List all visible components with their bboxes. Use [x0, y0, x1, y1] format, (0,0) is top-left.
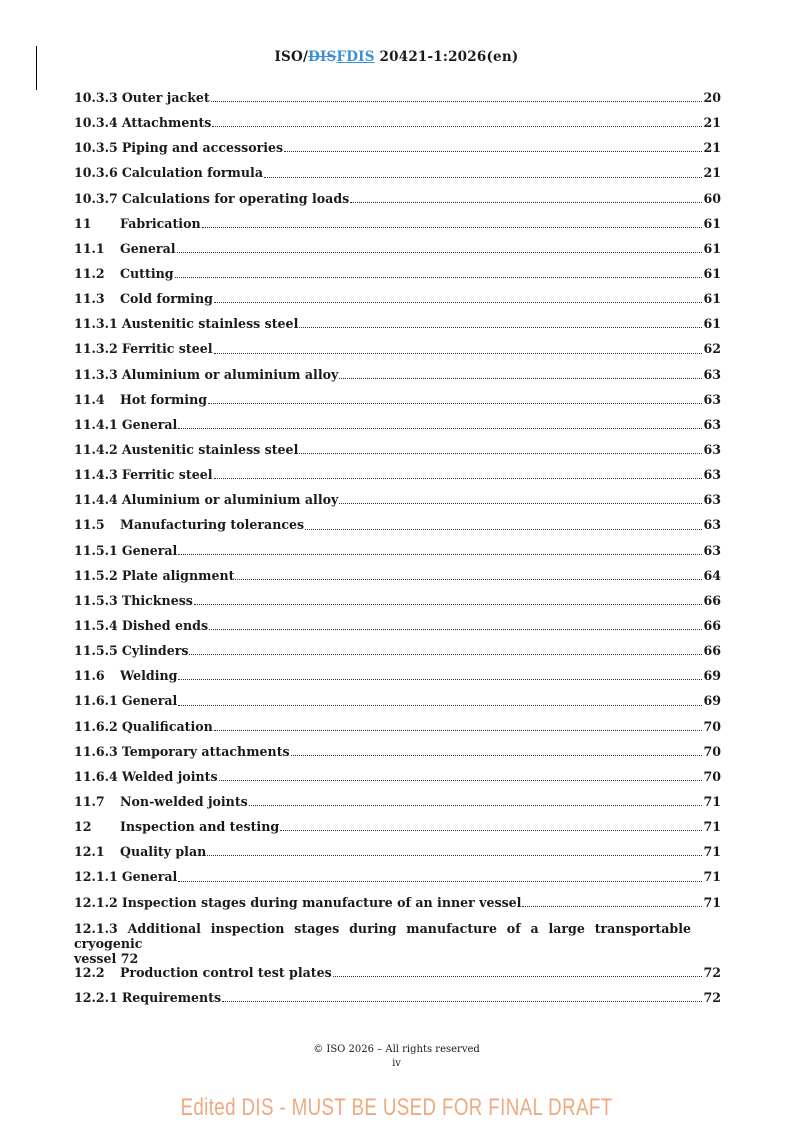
toc-entry-number: 11 [74, 215, 92, 231]
toc-dot-leader [284, 150, 702, 152]
toc-entry-title: Piping and accessories [121, 140, 284, 156]
toc-entry-number: 11.2 [74, 265, 105, 281]
toc-dot-leader [175, 276, 703, 278]
header-suffix: 20421-1:2026(en) [374, 49, 519, 65]
toc-entry-number: 10.3.5 [74, 140, 118, 156]
toc-entry-title: Ferritic steel [121, 467, 213, 483]
toc-entry-title: Thickness [121, 592, 193, 608]
toc-entry-number: 11.3.2 [74, 341, 118, 357]
toc-entry-page: 71 [703, 819, 721, 835]
toc-entry-title: Requirements [121, 989, 222, 1005]
toc-dot-leader [207, 854, 702, 856]
toc-entry-title: Aluminium or aluminium alloy [121, 492, 339, 508]
toc-entry-title: Hot forming [120, 391, 208, 407]
toc-entry-page: 63 [703, 366, 721, 382]
toc-dot-leader [264, 176, 702, 178]
toc-entry-number: 11.3 [74, 291, 105, 307]
toc-entry-title: Inspection and testing [120, 819, 280, 835]
toc-entry-page: 72 [703, 989, 721, 1005]
toc-dot-leader [219, 779, 703, 781]
toc-entry[interactable] [74, 988, 721, 1013]
toc-dot-leader [235, 578, 702, 580]
toc-entry-page: 21 [703, 140, 721, 156]
header-deleted-text: DIS [308, 49, 337, 65]
toc-dot-leader [214, 729, 703, 731]
toc-entry[interactable] [74, 415, 721, 440]
toc-entry-page: 66 [703, 643, 721, 659]
toc-entry-number: 12.1.1 [74, 869, 118, 885]
toc-dot-leader [214, 301, 703, 303]
toc-entry-title: Outer jacket [121, 90, 210, 105]
toc-entry[interactable] [74, 591, 721, 616]
toc-entry-title: General [121, 542, 178, 558]
toc-entry-page: 61 [703, 265, 721, 281]
document-header [0, 49, 793, 65]
toc-entry[interactable] [74, 963, 721, 988]
toc-dot-leader [178, 427, 702, 429]
toc-dot-leader [189, 653, 702, 655]
toc-dot-leader [305, 528, 702, 530]
toc-entry[interactable] [74, 893, 721, 918]
toc-entry-title: Ferritic steel [121, 341, 213, 357]
toc-entry-number: 11.5.4 [74, 617, 118, 633]
toc-entry-title: General [121, 416, 178, 432]
toc-entry-title: Temporary attachments [121, 743, 290, 759]
toc-dot-leader [212, 125, 702, 127]
toc-entry[interactable] [74, 717, 721, 742]
toc-entry-number: 11.4.4 [74, 492, 118, 508]
toc-entry-page: 70 [703, 743, 721, 759]
toc-entry-page: 60 [703, 190, 721, 206]
toc-entry-page: 63 [703, 542, 721, 558]
toc-entry[interactable] [74, 842, 721, 867]
toc-dot-leader [333, 975, 703, 977]
toc-entry[interactable] [74, 490, 721, 515]
toc-entry-number: 11.4 [74, 391, 105, 407]
toc-dot-leader [522, 905, 702, 907]
toc-entry-page: 20 [703, 90, 721, 105]
toc-entry-number: 11.6.3 [74, 743, 118, 759]
toc-entry-number: 11.5.5 [74, 643, 118, 659]
toc-entry-page: 71 [703, 894, 721, 910]
copyright-notice: © ISO 2026 – All rights reserved [313, 1044, 480, 1055]
toc-entry-title: Cold forming [120, 291, 213, 307]
toc-entry-number: 10.3.4 [74, 115, 118, 131]
table-of-contents [74, 88, 721, 1013]
toc-entry-title: Austenitic stainless steel [121, 316, 299, 332]
toc-dot-leader [211, 100, 703, 102]
toc-entry[interactable] [74, 314, 721, 339]
toc-entry-title: Cylinders [121, 643, 189, 659]
toc-entry-number: 12.1.2 [74, 894, 118, 910]
toc-dot-leader [214, 477, 703, 479]
toc-entry-page: 66 [703, 592, 721, 608]
toc-entry-page: 66 [703, 617, 721, 633]
toc-entry[interactable] [74, 566, 721, 591]
toc-entry-page: 70 [703, 768, 721, 784]
toc-entry-number: 10.3.6 [74, 165, 118, 181]
toc-entry-page: 63 [703, 441, 721, 457]
toc-entry[interactable] [74, 113, 721, 138]
toc-entry-title: Aluminium or aluminium alloy [121, 366, 339, 382]
toc-dot-leader [299, 452, 702, 454]
toc-entry-number: 11.5.2 [74, 567, 118, 583]
toc-entry-page: 71 [703, 844, 721, 860]
toc-entry-title: Calculation formula [121, 165, 263, 181]
toc-entry[interactable] [74, 440, 721, 465]
toc-entry-title: Dished ends [121, 617, 209, 633]
header-prefix: ISO/ [274, 49, 309, 65]
toc-entry-title: General [121, 693, 178, 709]
toc-entry-title: Quality plan [120, 844, 207, 860]
toc-entry-page: 63 [703, 416, 721, 432]
toc-entry[interactable] [74, 616, 721, 641]
toc-entry-title: Fabrication [120, 215, 201, 231]
toc-dot-leader [350, 201, 702, 203]
page-footer [0, 1043, 793, 1071]
toc-entry-page: 21 [703, 115, 721, 131]
toc-entry[interactable] [74, 666, 721, 691]
toc-entry-number: 11.4.1 [74, 416, 118, 432]
toc-entry[interactable] [74, 691, 721, 716]
toc-entry[interactable] [74, 918, 721, 966]
toc-entry-title: Plate alignment [121, 567, 235, 583]
toc-entry-title: General [121, 869, 178, 885]
toc-entry[interactable] [74, 239, 721, 264]
toc-entry-page: 70 [703, 718, 721, 734]
toc-entry[interactable] [74, 867, 721, 892]
toc-entry-title: General [120, 240, 176, 256]
toc-entry-number: 11.7 [74, 793, 105, 809]
toc-entry[interactable] [74, 541, 721, 566]
toc-entry-page: 61 [703, 316, 721, 332]
toc-entry-number: 11.1 [74, 240, 105, 256]
toc-entry-title: Non-welded joints [120, 793, 248, 809]
toc-entry-page: 61 [703, 240, 721, 256]
toc-entry-title: Welded joints [121, 768, 218, 784]
toc-entry-page: 21 [703, 165, 721, 181]
toc-entry-title: Manufacturing tolerances [120, 517, 305, 533]
toc-dot-leader [178, 880, 702, 882]
toc-entry[interactable] [74, 138, 721, 163]
toc-entry[interactable] [74, 88, 721, 113]
toc-entry-page: 71 [703, 869, 721, 885]
toc-entry-number: 10.3.7 [74, 190, 118, 206]
toc-entry-number: 11.6 [74, 668, 105, 684]
toc-entry-title: Calculations for operating loads [121, 190, 350, 206]
draft-banner: Edited DIS - MUST BE USED FOR FINAL DRAFT [180, 1094, 613, 1121]
toc-entry-number: 12.2.1 [74, 989, 118, 1005]
toc-entry[interactable] [74, 792, 721, 817]
toc-entry-title: Austenitic stainless steel [121, 441, 299, 457]
toc-entry-number: 11.3.3 [74, 366, 118, 382]
toc-dot-leader [194, 603, 703, 605]
toc-entry[interactable] [74, 767, 721, 792]
toc-entry-page: 62 [703, 341, 721, 357]
toc-entry[interactable] [74, 742, 721, 767]
toc-entry-number: 11.4.2 [74, 441, 118, 457]
toc-entry[interactable] [74, 465, 721, 490]
toc-entry[interactable] [74, 365, 721, 390]
toc-entry-line1: 12.1.3 Additional inspection stages during manufacture of a large transportable cryogenic [74, 920, 691, 951]
toc-entry-page: 63 [703, 467, 721, 483]
toc-entry-title: Cutting [120, 265, 174, 281]
toc-dot-leader [222, 1000, 702, 1002]
toc-entry-page: 69 [703, 693, 721, 709]
toc-entry-number: 11.5 [74, 517, 105, 533]
toc-entry[interactable] [74, 214, 721, 239]
toc-dot-leader [280, 829, 702, 831]
toc-dot-leader [339, 502, 702, 504]
toc-entry-number: 11.5.1 [74, 542, 118, 558]
toc-dot-leader [291, 754, 703, 756]
toc-entry[interactable] [74, 163, 721, 188]
toc-entry-title: Production control test plates [120, 964, 332, 980]
toc-dot-leader [299, 326, 702, 328]
toc-entry-number: 10.3.3 [74, 90, 118, 105]
toc-entry-title: Attachments [121, 115, 212, 131]
toc-entry-number: 11.6.1 [74, 693, 118, 709]
toc-entry-title: Welding [120, 668, 178, 684]
toc-entry-number: 11.4.3 [74, 467, 118, 483]
toc-entry-number: 11.3.1 [74, 316, 118, 332]
toc-entry-number: 11.6.4 [74, 768, 118, 784]
toc-entry[interactable] [74, 390, 721, 415]
toc-entry-page: 63 [703, 391, 721, 407]
toc-entry-number: 12 [74, 819, 92, 835]
toc-entry-number: 12.1 [74, 844, 105, 860]
toc-dot-leader [177, 251, 703, 253]
toc-entry-page: 63 [703, 517, 721, 533]
toc-dot-leader [339, 377, 702, 379]
toc-dot-leader [208, 402, 702, 404]
toc-entry-page: 61 [703, 215, 721, 231]
toc-dot-leader [178, 553, 702, 555]
toc-entry-page: 72 [703, 964, 721, 980]
toc-entry-title: Qualification [121, 718, 213, 734]
toc-entry-number: 11.5.3 [74, 592, 118, 608]
toc-entry-page: 64 [703, 567, 721, 583]
toc-dot-leader [202, 226, 703, 228]
toc-entry-number: 12.2 [74, 964, 105, 980]
toc-dot-leader [214, 352, 703, 354]
toc-entry[interactable] [74, 641, 721, 666]
header-inserted-text: FDIS [336, 49, 375, 65]
toc-entry-page: 63 [703, 492, 721, 508]
toc-entry[interactable] [74, 339, 721, 364]
toc-entry-page: 69 [703, 668, 721, 684]
toc-entry[interactable] [74, 189, 721, 214]
page-number: iv [392, 1058, 401, 1069]
toc-entry-page: 71 [703, 793, 721, 809]
toc-dot-leader [209, 628, 702, 630]
toc-dot-leader [249, 804, 703, 806]
toc-dot-leader [178, 678, 702, 680]
toc-entry[interactable] [74, 264, 721, 289]
toc-dot-leader [178, 704, 702, 706]
toc-entry-number: 11.6.2 [74, 718, 118, 734]
toc-entry[interactable] [74, 515, 721, 540]
toc-entry-line2: vessel 72 [74, 950, 139, 966]
toc-entry-page: 61 [703, 291, 721, 307]
toc-entry[interactable] [74, 289, 721, 314]
toc-entry[interactable] [74, 817, 721, 842]
toc-entry-title: Inspection stages during manufacture of an inner vessel [121, 894, 522, 910]
